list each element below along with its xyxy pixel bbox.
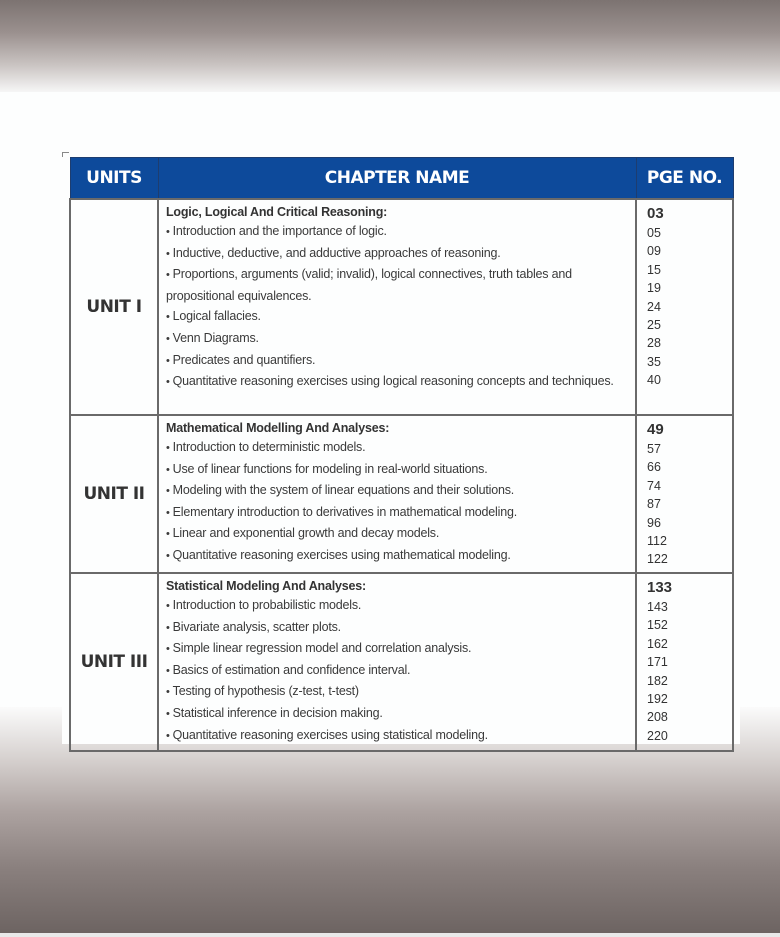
page-number-title: 133 bbox=[647, 579, 673, 596]
header-row bbox=[70, 158, 733, 200]
list-item: • Bivariate analysis, scatter plots. bbox=[166, 619, 341, 634]
bullet-icon: • bbox=[166, 247, 170, 260]
bullet-icon: • bbox=[166, 643, 170, 656]
header-chapter-name: CHAPTER NAME bbox=[158, 158, 636, 200]
page-number: 208 bbox=[647, 710, 668, 725]
bottom-edge-strip bbox=[0, 933, 780, 937]
page-number: 25 bbox=[647, 318, 661, 333]
bullet-icon: • bbox=[166, 664, 170, 677]
page-number: 57 bbox=[647, 442, 661, 456]
list-item: • Venn Diagrams. bbox=[166, 330, 259, 345]
list-item: • Logical fallacies. bbox=[166, 309, 261, 324]
bullet-icon: • bbox=[166, 463, 170, 476]
page-number: 19 bbox=[647, 281, 661, 296]
list-item: • Quantitative reasoning exercises using logical reasoning concepts and techniques. bbox=[166, 374, 614, 389]
bullet-icon: • bbox=[166, 354, 170, 367]
list-item: • Simple linear regression model and correlation analysis. bbox=[166, 641, 472, 656]
list-item: • Introduction to deterministic models. bbox=[166, 440, 366, 454]
page-number: 24 bbox=[647, 299, 661, 314]
page-number-title: 03 bbox=[647, 205, 664, 222]
chapter-cell bbox=[158, 573, 636, 751]
bullet-icon: • bbox=[166, 600, 170, 612]
list-item: • Use of linear functions for modeling in real-world situations. bbox=[166, 461, 488, 476]
page-number: 09 bbox=[647, 244, 661, 259]
bullet-icon: • bbox=[166, 376, 170, 389]
bullet-icon: • bbox=[166, 332, 170, 345]
page-number: 171 bbox=[647, 655, 668, 670]
bullet-icon: • bbox=[166, 269, 170, 282]
bullet-icon: • bbox=[166, 549, 170, 562]
page-number: 28 bbox=[647, 336, 661, 351]
list-item: • Modeling with the system of linear equations and their solutions. bbox=[166, 483, 515, 498]
chapter-title: Statistical Modeling And Analyses: bbox=[166, 579, 366, 593]
list-item: • Introduction and the importance of logic. bbox=[166, 224, 387, 238]
header-page-no: PGE NO. bbox=[636, 158, 733, 200]
bullet-icon: • bbox=[166, 485, 170, 498]
bullet-icon: • bbox=[166, 506, 170, 519]
page-number-title: 49 bbox=[647, 421, 664, 438]
unit-label: UNIT II bbox=[70, 415, 158, 573]
list-item: • Statistical inference in decision making. bbox=[166, 705, 383, 720]
list-item: • Linear and exponential growth and decay models. bbox=[166, 526, 440, 541]
page-cell bbox=[636, 573, 733, 751]
page-number: 74 bbox=[647, 478, 661, 493]
list-item: • Quantitative reasoning exercises using mathematical modeling. bbox=[166, 547, 511, 562]
page-number: 35 bbox=[647, 354, 661, 369]
list-item: • Predicates and quantifiers. bbox=[166, 352, 316, 367]
bullet-icon: • bbox=[166, 311, 170, 324]
table-anchor-icon bbox=[62, 152, 69, 157]
table-of-contents bbox=[69, 157, 734, 752]
page-number: 05 bbox=[647, 226, 661, 240]
bullet-icon: • bbox=[166, 707, 170, 720]
header-units: UNITS bbox=[70, 158, 158, 200]
chapter-cell bbox=[158, 199, 636, 415]
page-number: 152 bbox=[647, 618, 668, 633]
page-number: 15 bbox=[647, 262, 661, 277]
list-item: • Quantitative reasoning exercises using statistical modeling. bbox=[166, 727, 488, 742]
bullet-icon: • bbox=[166, 528, 170, 541]
bullet-icon: • bbox=[166, 442, 170, 454]
bullet-icon: • bbox=[166, 686, 170, 699]
chapter-title: Mathematical Modelling And Analyses: bbox=[166, 421, 390, 435]
page-number: 182 bbox=[647, 673, 668, 688]
page-number: 192 bbox=[647, 692, 668, 707]
page-cell bbox=[636, 199, 733, 415]
list-item: • Testing of hypothesis (z-test, t-test) bbox=[166, 684, 359, 699]
page-number: 96 bbox=[647, 515, 661, 530]
list-item: • Introduction to probabilistic models. bbox=[166, 598, 362, 612]
table-row-unit-3 bbox=[70, 573, 733, 751]
page-number: 143 bbox=[647, 600, 668, 614]
bullet-icon: • bbox=[166, 621, 170, 634]
list-item: • Basics of estimation and confidence interval. bbox=[166, 662, 411, 677]
page-number: 87 bbox=[647, 497, 661, 512]
list-item: • Inductive, deductive, and adductive approaches of reasoning. bbox=[166, 245, 501, 260]
page-number: 66 bbox=[647, 460, 661, 475]
page-number: 122 bbox=[647, 552, 668, 567]
bullet-icon: • bbox=[166, 226, 170, 238]
bullet-icon: • bbox=[166, 729, 170, 742]
page-number: 162 bbox=[647, 636, 668, 651]
page-number: 220 bbox=[647, 728, 668, 743]
list-item: • Proportions, arguments (valid; invalid), logical connectives, truth tables and propositional equivalences. bbox=[166, 267, 572, 303]
list-item: • Elementary introduction to derivatives in mathematical modeling. bbox=[166, 504, 517, 519]
page-number: 40 bbox=[647, 373, 661, 388]
unit-label: UNIT I bbox=[70, 199, 158, 415]
page-number: 112 bbox=[647, 534, 667, 549]
table-row-unit-2 bbox=[70, 415, 733, 573]
page-cell bbox=[636, 415, 733, 573]
top-gradient-background bbox=[0, 0, 780, 92]
chapter-cell bbox=[158, 415, 636, 573]
unit-label: UNIT III bbox=[70, 573, 158, 751]
chapter-title: Logic, Logical And Critical Reasoning: bbox=[166, 205, 388, 219]
table-row-unit-1 bbox=[70, 199, 733, 415]
